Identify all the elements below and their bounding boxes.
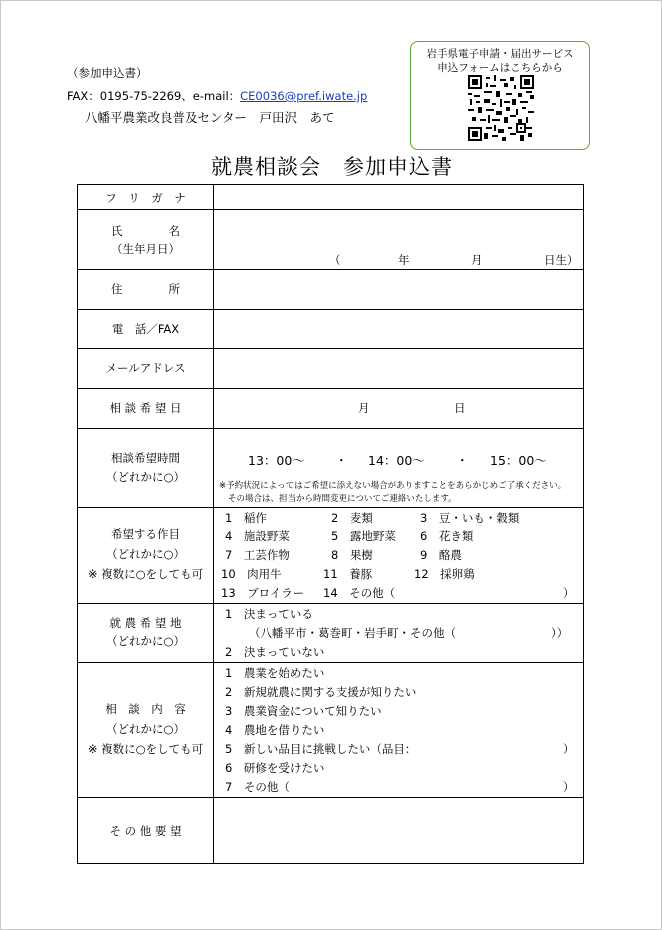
doc-label: （参加申込書） [67,66,148,80]
other-requests-label: そ の 他 要 望 [109,824,182,838]
crop-option[interactable]: 11 養豚 [323,567,373,581]
crop-option[interactable]: 1 稲作 [225,511,267,525]
birth-open: （ [329,253,341,267]
qr-panel [410,41,590,150]
row-divider [78,309,583,310]
row-divider [78,388,583,389]
row-divider [78,348,583,349]
crop-option-other[interactable]: 14 その他（ [323,586,396,600]
date-month-label: 月 [358,401,370,415]
consult-option[interactable]: 7 その他（ [225,780,290,794]
fax-text: FAX：0195-75-2269、e-mail： [67,89,241,103]
place-detail-close: ）） [551,626,569,640]
furigana-label: フ リ ガ ナ [105,191,186,205]
row-divider [78,507,583,508]
crop-option[interactable]: 2 麦類 [331,511,373,525]
time-separator: ・ [456,453,469,468]
email-label: メールアドレス [105,361,186,375]
consult-option[interactable]: 2 新規就農に関する支援が知りたい [225,685,417,699]
place-sub: （どれかに○） [105,634,186,648]
row-divider [78,603,583,604]
consult-time-sub: （どれかに○） [105,470,186,484]
consult-option[interactable]: 4 農地を借りたい [225,723,325,737]
birth-year-label: 年 [398,253,410,267]
name-field[interactable] [215,211,583,251]
crop-option[interactable]: 6 花き類 [420,529,474,543]
consult-option[interactable]: 3 農業資金について知りたい [225,704,382,718]
consult-item5-close: ） [563,742,575,756]
address-field[interactable] [215,271,583,308]
email-field[interactable] [215,350,583,387]
row-divider [78,269,583,270]
consult-time-label: 相談希望時間 [111,451,180,465]
crop-option[interactable]: 8 果樹 [331,548,373,562]
consult-content-label: 相 談 内 容 [105,702,186,716]
date-day-label: 日 [454,401,466,415]
furigana-field[interactable] [215,186,583,208]
consult-date-label: 相 談 希 望 日 [109,401,182,415]
birth-label: （生年月日） [111,242,180,256]
place-option-decided[interactable]: 1 決まっている [225,607,313,621]
phone-fax-label: 電 話／FAX [111,322,180,336]
crop-option[interactable]: 3 豆・いも・穀類 [420,511,520,525]
consult-content-sub: （どれかに○） [105,722,186,736]
phone-fax-field[interactable] [215,311,583,347]
consult-content-note: ※ 複数に○をしても可 [87,742,204,756]
time-option-1300[interactable]: 13：00～ [248,453,305,468]
birth-month-label: 月 [471,253,483,267]
time-note-1: ※予約状況によってはご希望に添えない場合がありますことをあらかじめご了承ください。 [219,481,567,491]
row-divider [78,209,583,210]
addressee: 八幡平農業改良普及センター 戸田沢 あて [85,110,335,125]
qr-panel-line2: 申込フォームはこちらから [437,62,563,74]
crop-note: ※ 複数に○をしても可 [87,567,204,581]
consult-option[interactable]: 1 農業を始めたい [225,666,325,680]
application-form [77,184,584,864]
crop-option[interactable]: 12 採卵鶏 [414,567,475,581]
row-divider [78,797,583,798]
email-link[interactable]: CE0036@pref.iwate.jp [240,89,368,103]
consult-item7-close: ） [563,780,575,794]
other-requests-field[interactable] [215,799,583,863]
column-divider [213,185,214,863]
qr-panel-line1: 岩手県電子申請・届出サービス [426,48,574,60]
qr-code-icon[interactable] [468,75,534,141]
crop-option[interactable]: 9 酪農 [420,548,462,562]
time-option-1400[interactable]: 14：00～ [368,453,425,468]
name-label: 氏 名 [111,224,180,238]
birth-day-label: 日生） [544,253,579,267]
time-option-1500[interactable]: 15：00～ [490,453,547,468]
consult-option[interactable]: 6 研修を受けたい [225,761,325,775]
time-separator: ・ [335,453,348,468]
crop-option[interactable]: 4 施設野菜 [225,529,290,543]
crop-option[interactable]: 13 ブロイラー [221,586,305,600]
place-label: 就 農 希 望 地 [109,616,182,630]
consult-option[interactable]: 5 新しい品目に挑戦したい（品目： [225,742,417,756]
crop-label: 希望する作目 [111,527,180,541]
place-option-detail: （八幡平市・葛巻町・岩手町・その他（ [249,626,456,640]
time-note-2: その場合は、担当から時間変更についてご連絡いたします。 [228,494,457,504]
crop-option[interactable]: 7 工芸作物 [225,548,290,562]
address-label: 住 所 [111,282,180,296]
crop-sub: （どれかに○） [105,547,186,561]
crop-option[interactable]: 10 肉用牛 [221,567,282,581]
place-option-undecided[interactable]: 2 決まっていない [225,645,325,659]
row-divider [78,662,583,663]
crop-option[interactable]: 5 露地野菜 [331,529,396,543]
fax-email-line [67,88,367,104]
crop-other-close: ） [563,586,575,600]
row-divider [78,428,583,429]
page-title: 就農相談会 参加申込書 [211,155,453,179]
